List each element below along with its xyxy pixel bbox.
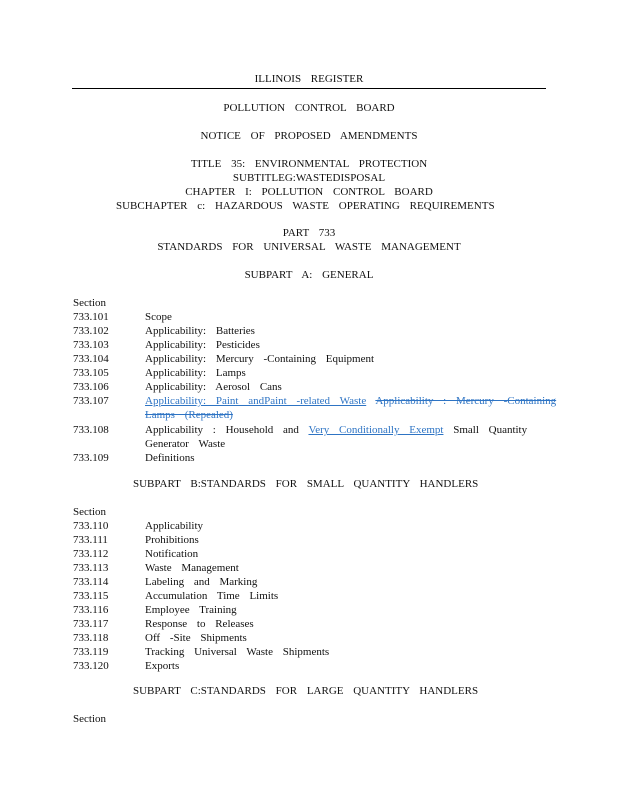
section-title: Notification	[145, 548, 199, 560]
section-title: Applicability: Lamps	[145, 367, 246, 379]
notice-title: NOTICE OF PROPOSED AMENDMENTS	[200, 130, 418, 142]
part-name: STANDARDS FOR UNIVERSAL WASTE MANAGEMENT	[157, 241, 461, 253]
section-title: Exports	[145, 660, 180, 672]
subtitle-line: SUBTITLEG:WASTEDISPOSAL	[232, 172, 386, 184]
subpart-b-heading: SUBPART B:STANDARDS FOR SMALL QUANTITY HANDLERS	[133, 478, 479, 490]
section-label: Section	[73, 506, 106, 518]
section-title: Definitions	[145, 452, 195, 464]
section-number: 733.111	[73, 534, 108, 546]
section-number: 733.120	[73, 660, 109, 672]
section-title: Applicability: Pesticides	[145, 339, 260, 351]
section-number: 733.106	[73, 381, 109, 393]
part-number: PART 733	[282, 227, 336, 239]
inserted-text: Applicability: Paint andPaint -related Waste	[145, 395, 367, 407]
section-label: Section	[73, 297, 106, 309]
section-number: 733.109	[73, 452, 109, 464]
section-number: 733.115	[73, 590, 109, 602]
section-number: 733.116	[73, 604, 109, 616]
section-title: Waste Management	[145, 562, 239, 574]
deleted-text: Applicability : Mercury -Containing	[375, 395, 557, 407]
section-title: Applicability: Aerosol Cans	[145, 381, 282, 393]
section-number: 733.113	[73, 562, 109, 574]
section-number: 733.118	[73, 632, 109, 644]
section-number: 733.103	[73, 339, 109, 351]
subpart-a-heading: SUBPART A: GENERAL	[244, 269, 374, 281]
section-number: 733.117	[73, 618, 109, 630]
section-title: Applicability: Batteries	[145, 325, 255, 337]
section-title: Accumulation Time Limits	[145, 590, 279, 602]
section-number: 733.112	[73, 548, 109, 560]
inserted-text: Very Conditionally Exempt	[308, 424, 444, 436]
section-title: Prohibitions	[145, 534, 199, 546]
register-header: ILLINOIS REGISTER	[254, 73, 364, 85]
section-title: Response to Releases	[145, 618, 254, 630]
section-number: 733.108	[73, 424, 109, 436]
section-title: Applicability: Mercury -Containing Equipment	[145, 353, 375, 365]
section-title-revision	[145, 395, 556, 408]
section-title: Applicability	[145, 520, 204, 532]
header-rule	[72, 88, 546, 89]
section-number: 733.119	[73, 646, 109, 658]
title-line: TITLE 35: ENVIRONMENTAL PROTECTION	[190, 158, 428, 170]
board-name: POLLUTION CONTROL BOARD	[223, 102, 395, 114]
section-title: Tracking Universal Waste Shipments	[145, 646, 330, 658]
section-number: 733.114	[73, 576, 109, 588]
section-number: 733.107	[73, 395, 109, 407]
subchapter-line: SUBCHAPTER c: HAZARDOUS WASTE OPERATING REQUIREMENTS	[116, 200, 495, 212]
section-number: 733.104	[73, 353, 109, 365]
section-title-part: Small Quantity	[453, 424, 528, 436]
deleted-text: Lamps (Repealed)	[145, 409, 233, 421]
section-title: Off -Site Shipments	[145, 632, 247, 644]
subpart-c-heading: SUBPART C:STANDARDS FOR LARGE QUANTITY HANDLERS	[133, 685, 479, 697]
section-number: 733.102	[73, 325, 109, 337]
section-title: Employee Training	[145, 604, 237, 616]
section-title: Scope	[145, 311, 172, 323]
section-title-part: Applicability : Household and	[145, 424, 299, 436]
chapter-line: CHAPTER I: POLLUTION CONTROL BOARD	[185, 186, 433, 198]
section-title: Labeling and Marking	[145, 576, 258, 588]
section-number: 733.101	[73, 311, 109, 323]
section-title-revision	[145, 424, 527, 437]
section-number: 733.105	[73, 367, 109, 379]
section-number: 733.110	[73, 520, 109, 532]
section-title-part: Generator Waste	[145, 438, 226, 450]
section-label: Section	[73, 713, 106, 725]
